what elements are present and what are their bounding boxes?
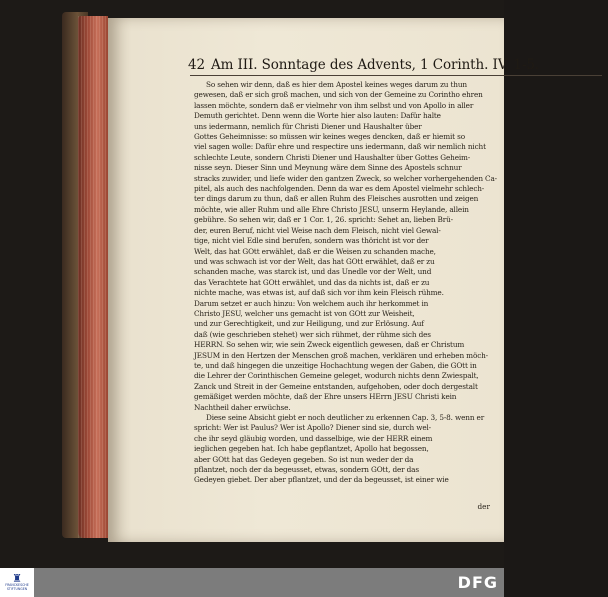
page-body-text [194,80,604,486]
viewer-footer [0,568,504,597]
page-number: 42 [188,57,205,73]
text-line: uns iedermann, nemlich für Christi Diener und Haushalter über [194,121,422,131]
text-line: che ihr seyd gläubig worden, und dasselbige, wie der HERR einem [194,433,433,443]
text-line: JESUM in den Hertzen der Menschen groß machen, verklären und erheben möch- [194,350,488,360]
text-line: und was schwach ist vor der Welt, das hat GOtt erwählet, daß er zu [194,256,435,266]
page-fore-edge [78,16,108,538]
text-line: schanden mache, was starck ist, und das Unedle vor der Welt, und [194,267,432,277]
text-line: Christo JESU, welcher uns gemacht ist von GOtt zur Weisheit, [194,308,415,318]
text-line: und zur Gerechtigkeit, und zur Heiligung, und zur Erlösung. Auf [194,319,424,329]
book-page [108,18,539,542]
text-line: nichte mache, was etwas ist, auf daß sich vor ihm kein Fleisch rühme. [194,288,444,298]
text-line: Gedeyen giebet. Der aber pflantzet, und der da begeusset, ist einer wie [194,475,449,485]
text-line: gebühre. So sehen wir, daß er 1 Cor. 1, 26. spricht: Sehet an, lieben Brü- [194,215,453,225]
text-line: gewesen, daß er sich groß machen, und sich von der Gemeine zu Corintho ehren [194,90,483,100]
text-line: viel sagen wolle: Dafür ehre und respectire uns iedermann, daß wir nemlich nicht [194,142,486,152]
francke-emblem-icon: ♜ [12,572,22,586]
text-line: pitel, als auch des nachfolgenden. Denn da war es dem Apostel vielmehr schlech- [194,184,485,194]
text-line: nisse seyn. Dieser Sinn und Meynung wäre dem Sinne des Apostels schnur [194,163,462,173]
francke-logo[interactable] [0,568,34,597]
text-line: daß (wie geschrieben stehet) wer sich rühmet, der rühme sich des [194,329,431,339]
catchword: der [477,502,490,511]
francke-logo-label: FRANCKESCHE STIFTUNGEN [5,583,29,591]
text-line: pflantzet, noch der da begeusset, etwas, sondern GOtt, der das [194,465,419,475]
text-line: möchte, wie aller Ruhm und alle Ehre Christo JESU, unserm Heylande, allein [194,204,469,214]
text-line: Diese seine Absicht giebt er noch deutlicher zu erkennen Cap. 3, 5-8. wenn er [206,413,485,422]
running-head: Am III. Sonntage des Advents, 1 Corinth. IV, 1-5. [210,57,539,73]
text-line: So sehen wir denn, daß es hier dem Apostel keines weges darum zu thun [206,80,467,89]
text-line: Welt, das hat GOtt erwählet, daß er die Weisen zu schanden mache, [194,246,436,256]
text-line: tige, nicht viel Edle sind berufen, sondern was thöricht ist vor der [194,236,429,246]
page-header [188,57,608,73]
text-line: die Lehrer der Corinthischen Gemeine geleget, wodurch nichts denn Zwiespalt, [194,371,479,381]
text-line: lassen möchte, sondern daß er vielmehr von ihm selbst und von Apollo in aller [194,100,474,110]
text-line: stracks zuwider, und liefe wider den gantzen Zweck, so welcher vorhergehenden Ca- [194,173,497,183]
text-line: gemäßiget werden möchte, daß der Ehre unsers HErrn JESU Christi kein [194,392,457,402]
text-line: HERRN. So sehen wir, wie sein Zweck eigentlich gewesen, daß er Christum [194,340,465,350]
text-line: Demuth gerichtet. Denn wenn die Worte hier also lauten: Dafür halte [194,111,441,121]
text-line: der, euren Beruf, nicht viel Weise nach dem Fleisch, nicht viel Gewal- [194,225,441,235]
text-line: Gottes Geheimnisse: so müssen wir keines weges dencken, daß er hiemit so [194,132,465,142]
text-line: das Verachtete hat GOtt erwählet, und das da nichts ist, daß er zu [194,277,430,287]
dfg-logo[interactable]: DFG [457,573,498,592]
text-line: Darum setzet er auch hinzu: Von welchem auch ihr herkommet in [194,298,429,308]
text-line: spricht: Wer ist Paulus? Wer ist Apollo? Diener sind sie, durch wel- [194,423,431,433]
text-line: te, und daß hingegen die unzeitige Hochachtung wegen der Gaben, die GOtt in [194,360,477,370]
text-line: ieglichen gegeben hat. Ich habe gepflantzet, Apollo hat begossen, [194,444,429,454]
text-line: Nachtheil daher erwüchse. [194,402,291,412]
text-line: Zanck und Streit in der Gemeine entstanden, aufgehoben, oder doch dergestalt [194,381,478,391]
text-line: aber GOtt hat das Gedeyen gegeben. So ist nun weder der da [194,454,414,464]
header-rule [190,75,602,76]
text-line: schlechte Leute, sondern Christi Diener und Haushalter über Gottes Geheim- [194,152,471,162]
text-line: ter dings darum zu thun, daß er allen Ruhm des Fleisches ausrotten und zeigen [194,194,479,204]
